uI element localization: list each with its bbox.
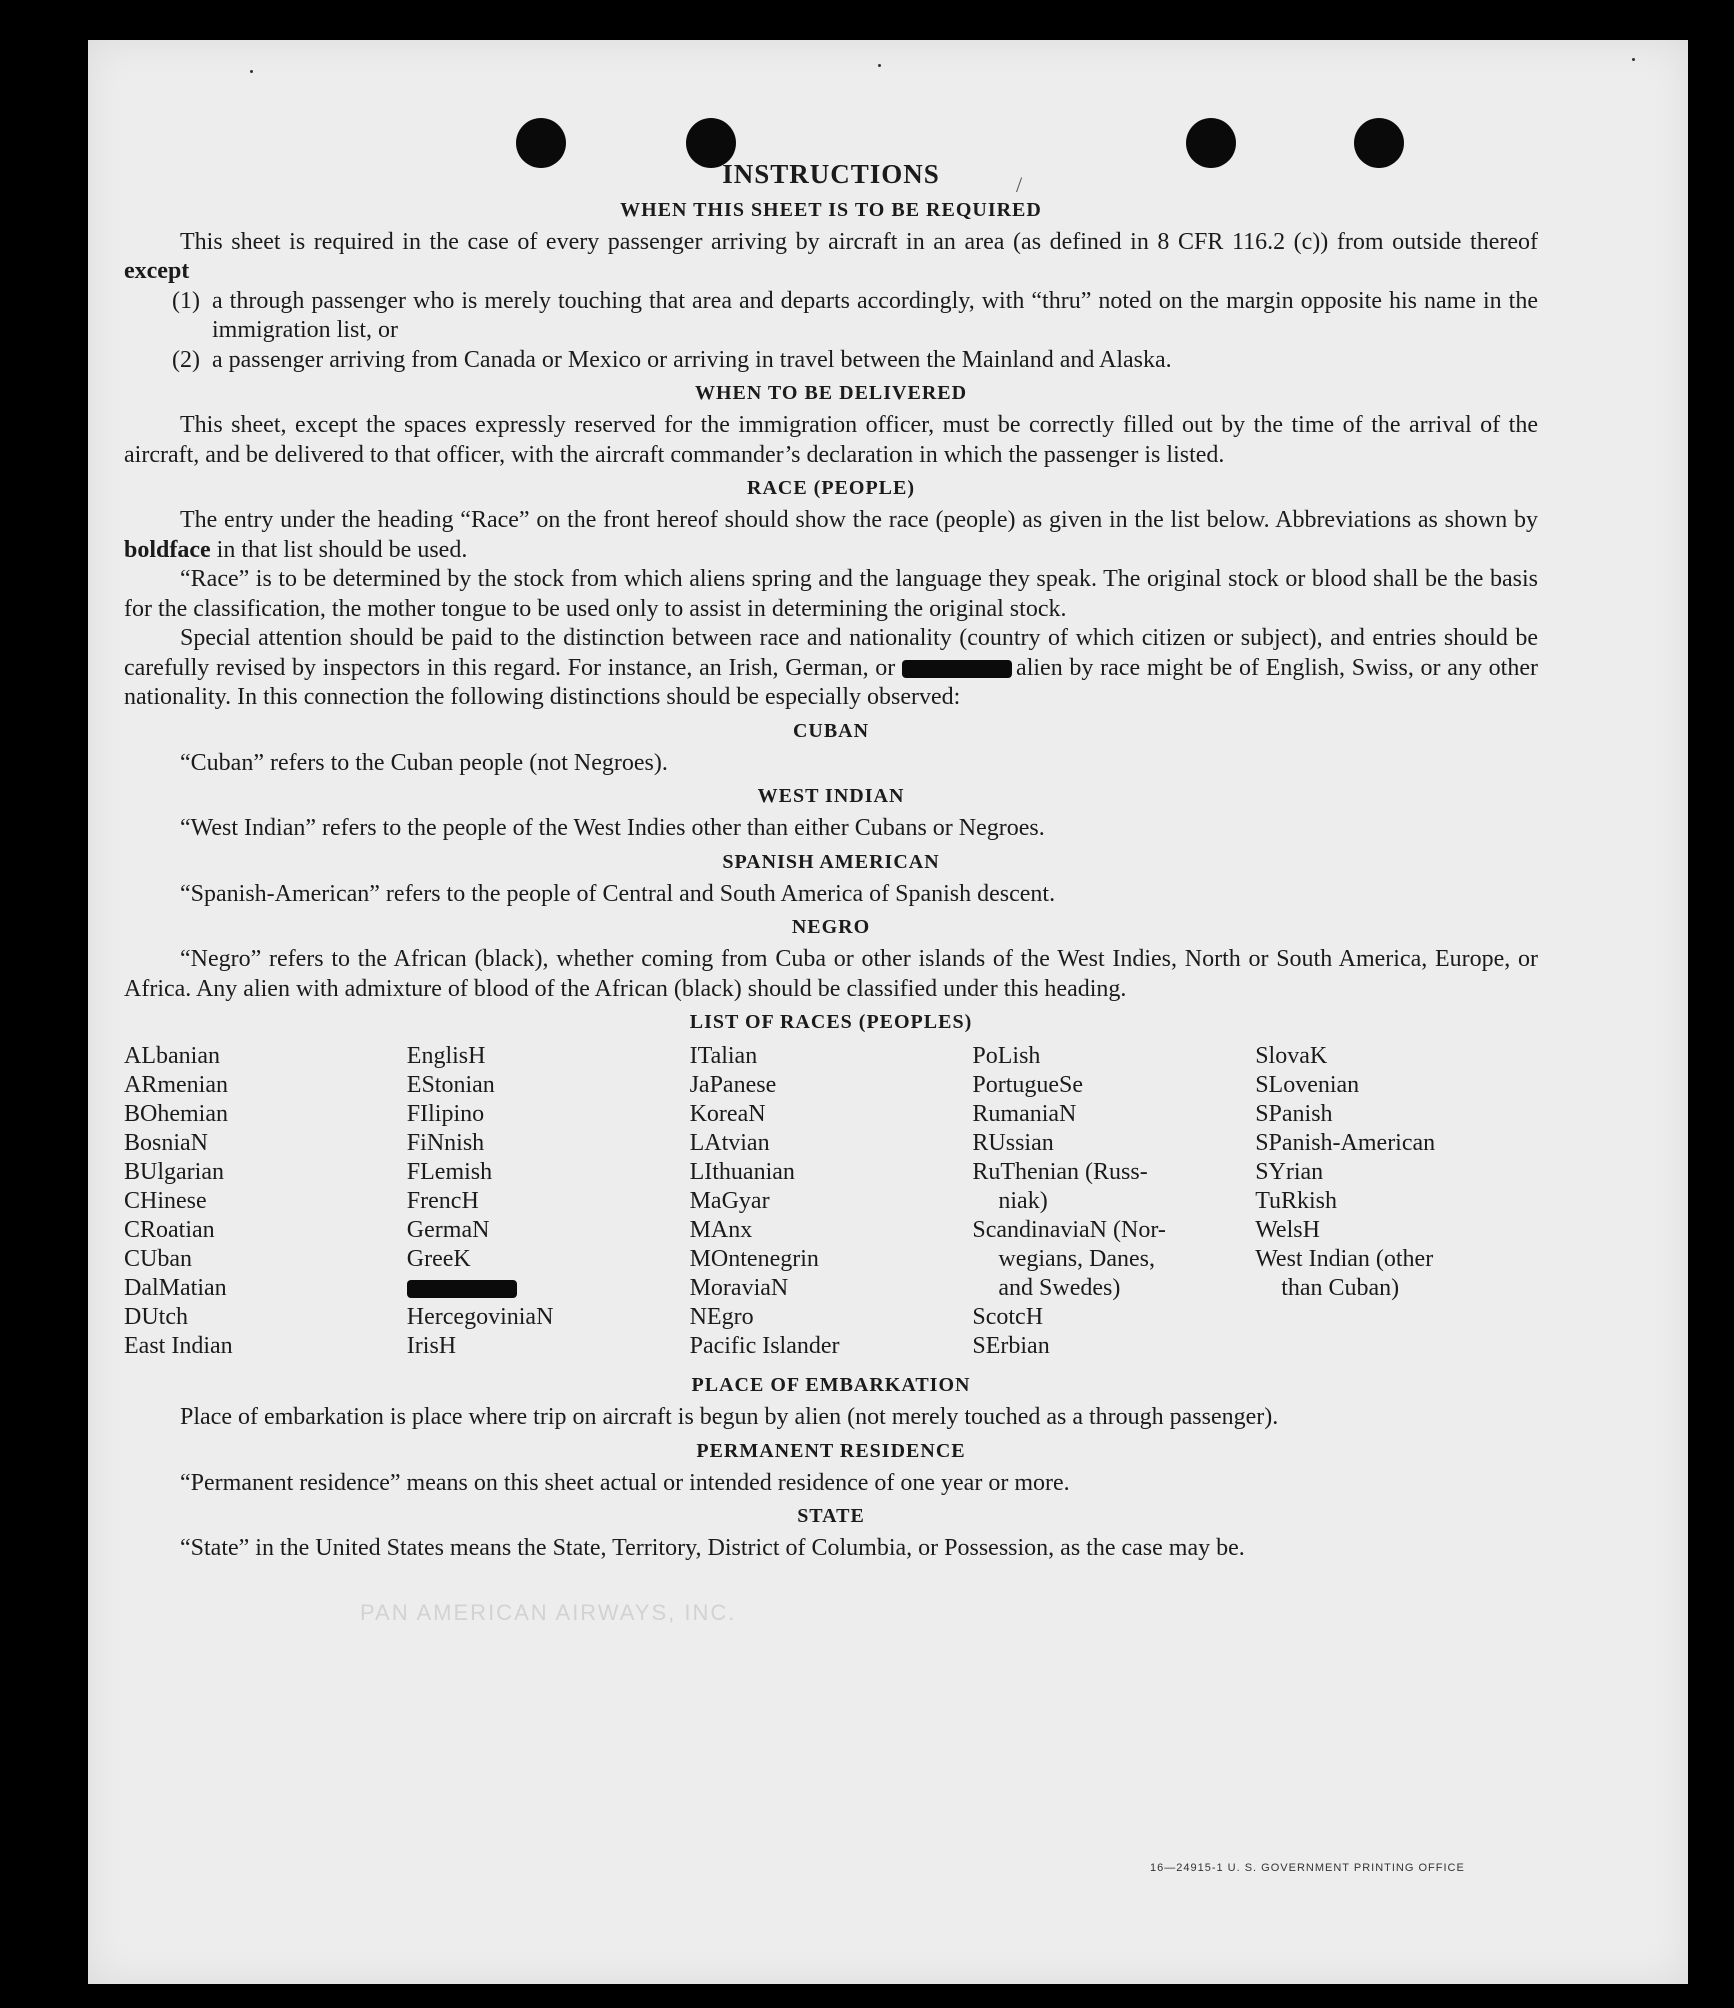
race-item-continued: than Cuban)	[1281, 1275, 1400, 1301]
races-column-4	[972, 1042, 1255, 1361]
race-item: FLemish	[406, 1159, 493, 1185]
spanish-american-text: “Spanish-American” refers to the people of Central and South America of Spanish descent.	[180, 880, 1056, 907]
race-item: HercegoviniaN	[406, 1304, 554, 1330]
redaction-mark	[902, 660, 1012, 678]
race-p1-text: The entry under the heading “Race” on the front hereof should show the race (people) as given in the list below. Abbreviations as shown by	[180, 507, 1538, 533]
race-item-continued: and Swedes)	[998, 1275, 1121, 1301]
race-item: ALbanian	[124, 1043, 220, 1069]
race-item: ScotcH	[972, 1304, 1044, 1330]
race-item: BUlgarian	[124, 1159, 224, 1185]
race-item: MAnx	[689, 1217, 753, 1243]
race-p1-bold: boldface	[124, 536, 211, 563]
pen-mark: /	[1016, 172, 1023, 197]
race-item: EnglisH	[406, 1043, 486, 1069]
heading-delivered: WHEN TO BE DELIVERED	[694, 382, 968, 404]
heading-spanish-american: SPANISH AMERICAN	[722, 850, 940, 873]
race-item: SPanish-American	[1255, 1130, 1436, 1156]
printing-office-footer: 16—24915-1 U. S. GOVERNMENT PRINTING OFFICE	[1150, 1862, 1465, 1874]
race-item: MoraviaN	[689, 1275, 789, 1301]
item-text: a through passenger who is merely touching that area and departs accordingly, with “thru” noted on the margin opposite his name in the immigration list, or	[212, 287, 1538, 343]
race-item: East Indian	[124, 1333, 233, 1359]
heading-cuban: CUBAN	[792, 719, 870, 742]
race-item: KoreaN	[689, 1101, 766, 1127]
residence-text: “Permanent residence” means on this sheet actual or intended residence of one year or more.	[180, 1469, 1070, 1496]
race-item: RuThenian (Russ-	[972, 1159, 1148, 1185]
race-item: West Indian (other	[1255, 1246, 1434, 1272]
race-item: MaGyar	[689, 1188, 770, 1214]
required-intro-bold: except	[124, 258, 190, 284]
race-item: WelsH	[1255, 1217, 1320, 1243]
race-item: TuRkish	[1255, 1188, 1338, 1214]
race-item: ARmenian	[124, 1072, 228, 1098]
race-item: SlovaK	[1255, 1043, 1328, 1069]
races-column-1	[124, 1042, 407, 1361]
race-item-redacted	[407, 1274, 690, 1303]
race-item-continued: wegians, Danes,	[998, 1246, 1156, 1272]
cuban-text: “Cuban” refers to the Cuban people (not Negroes).	[180, 749, 668, 776]
race-item: BosniaN	[124, 1130, 208, 1156]
race-item: EStonian	[406, 1072, 495, 1098]
heading-embarkation: PLACE OF EMBARKATION	[691, 1374, 971, 1396]
race-paragraph-1	[124, 506, 1538, 565]
west-indian-text: “West Indian” refers to the people of the West Indies other than either Cubans or Negroes.	[180, 815, 1045, 841]
required-item-2	[124, 346, 1538, 376]
race-item: PortugueSe	[972, 1072, 1084, 1098]
negro-text: “Negro” refers to the African (black), whether coming from Cuba or other islands of the West Indies, North or South America, Europe, or Africa. Any alien with admixture of blood of the African (black) should be classified under this heading.	[124, 946, 1538, 1002]
race-item-continued: niak)	[998, 1188, 1048, 1214]
race-item: DUtch	[124, 1304, 188, 1330]
race-item: RumaniaN	[972, 1101, 1077, 1127]
race-paragraph-2: “Race” is to be determined by the stock from which aliens spring and the language they speak. The original stock or blood shall be the basis for the classification, the mother tongue to be used only to assist in determining the original stock.	[124, 566, 1538, 622]
races-column-5	[1255, 1042, 1538, 1361]
required-intro-text: This sheet is required in the case of every passenger arriving by aircraft in an area (as defined in 8 CFR 116.2 (c)) from outside thereof	[180, 228, 1538, 255]
race-item: GermaN	[406, 1217, 490, 1243]
heading-required: WHEN THIS SHEET IS TO BE REQUIRED	[620, 198, 1042, 221]
race-item: DalMatian	[124, 1275, 227, 1301]
page-title: INSTRUCTIONS	[722, 159, 940, 189]
heading-negro: NEGRO	[791, 916, 871, 938]
race-item: FiNnish	[406, 1130, 485, 1156]
race-item: SLovenian	[1255, 1072, 1360, 1098]
race-item: NEgro	[689, 1304, 754, 1330]
instructions-content	[124, 160, 1538, 1564]
faint-stamp: PAN AMERICAN AIRWAYS, INC.	[360, 1600, 737, 1625]
race-item: SYrian	[1255, 1159, 1324, 1185]
race-p1-after: in that list should be used.	[210, 536, 468, 563]
item-text: a passenger arriving from Canada or Mexico or arriving in travel between the Mainland and Alaska.	[212, 346, 1172, 373]
scan-speck	[878, 64, 881, 67]
race-item: LAtvian	[689, 1130, 770, 1156]
race-item: SErbian	[972, 1333, 1050, 1359]
race-item: GreeK	[406, 1246, 471, 1272]
embarkation-text: Place of embarkation is place where trip on aircraft is begun by alien (not merely touched as a through passenger).	[180, 1404, 1279, 1430]
races-column-2	[407, 1042, 690, 1361]
race-item: Pacific Islander	[689, 1333, 840, 1359]
redaction-mark	[407, 1280, 517, 1298]
delivered-text: This sheet, except the spaces expressly reserved for the immigration officer, must be correctly filled out by the time of the arrival of the aircraft, and be delivered to that officer, with the aircraft commander’s declaration in which the passenger is listed.	[124, 412, 1538, 468]
item-number: (1)	[172, 287, 200, 314]
race-item: FIlipino	[406, 1101, 485, 1127]
races-column-3	[690, 1042, 973, 1361]
race-item: RUssian	[972, 1130, 1054, 1156]
race-item: PoLish	[972, 1043, 1041, 1069]
race-item: ScandinaviaN (Nor-	[972, 1217, 1166, 1243]
race-item: FrencH	[406, 1188, 479, 1214]
race-item: SPanish	[1255, 1101, 1333, 1127]
race-item: CUban	[124, 1246, 192, 1272]
races-list	[124, 1042, 1538, 1361]
race-item: ITalian	[689, 1043, 758, 1069]
race-item: BOhemian	[124, 1101, 228, 1127]
scan-speck	[1632, 58, 1635, 61]
heading-races-list: LIST OF RACES (PEOPLES)	[689, 1011, 973, 1033]
race-item: IrisH	[406, 1333, 457, 1359]
race-p3-after: alien by race might be of English, Swiss, or any other nationality. In this connection the following distinctions should be especially observed:	[124, 654, 1538, 710]
scan-speck	[250, 70, 253, 73]
heading-race: RACE (PEOPLE)	[747, 477, 915, 499]
race-item: JaPanese	[689, 1072, 777, 1098]
race-paragraph-3	[124, 624, 1538, 713]
race-item: CRoatian	[124, 1217, 215, 1243]
heading-state: STATE	[797, 1505, 865, 1527]
item-number: (2)	[172, 346, 200, 373]
race-item: MOntenegrin	[689, 1246, 819, 1272]
required-item-1	[124, 287, 1538, 346]
race-p3-text: Special attention should be paid to the distinction between race and nationality (country of which citizen or subject), and entries should be carefully revised by inspectors in this regard. For instance, an Irish, German, or	[124, 625, 1538, 681]
race-item: CHinese	[124, 1188, 207, 1214]
required-intro	[124, 228, 1538, 287]
heading-residence: PERMANENT RESIDENCE	[696, 1439, 966, 1462]
race-item: LIthuanian	[689, 1159, 795, 1185]
state-text: “State” in the United States means the State, Territory, District of Columbia, or Possession, as the case may be.	[180, 1535, 1245, 1561]
heading-west-indian: WEST INDIAN	[757, 785, 905, 807]
